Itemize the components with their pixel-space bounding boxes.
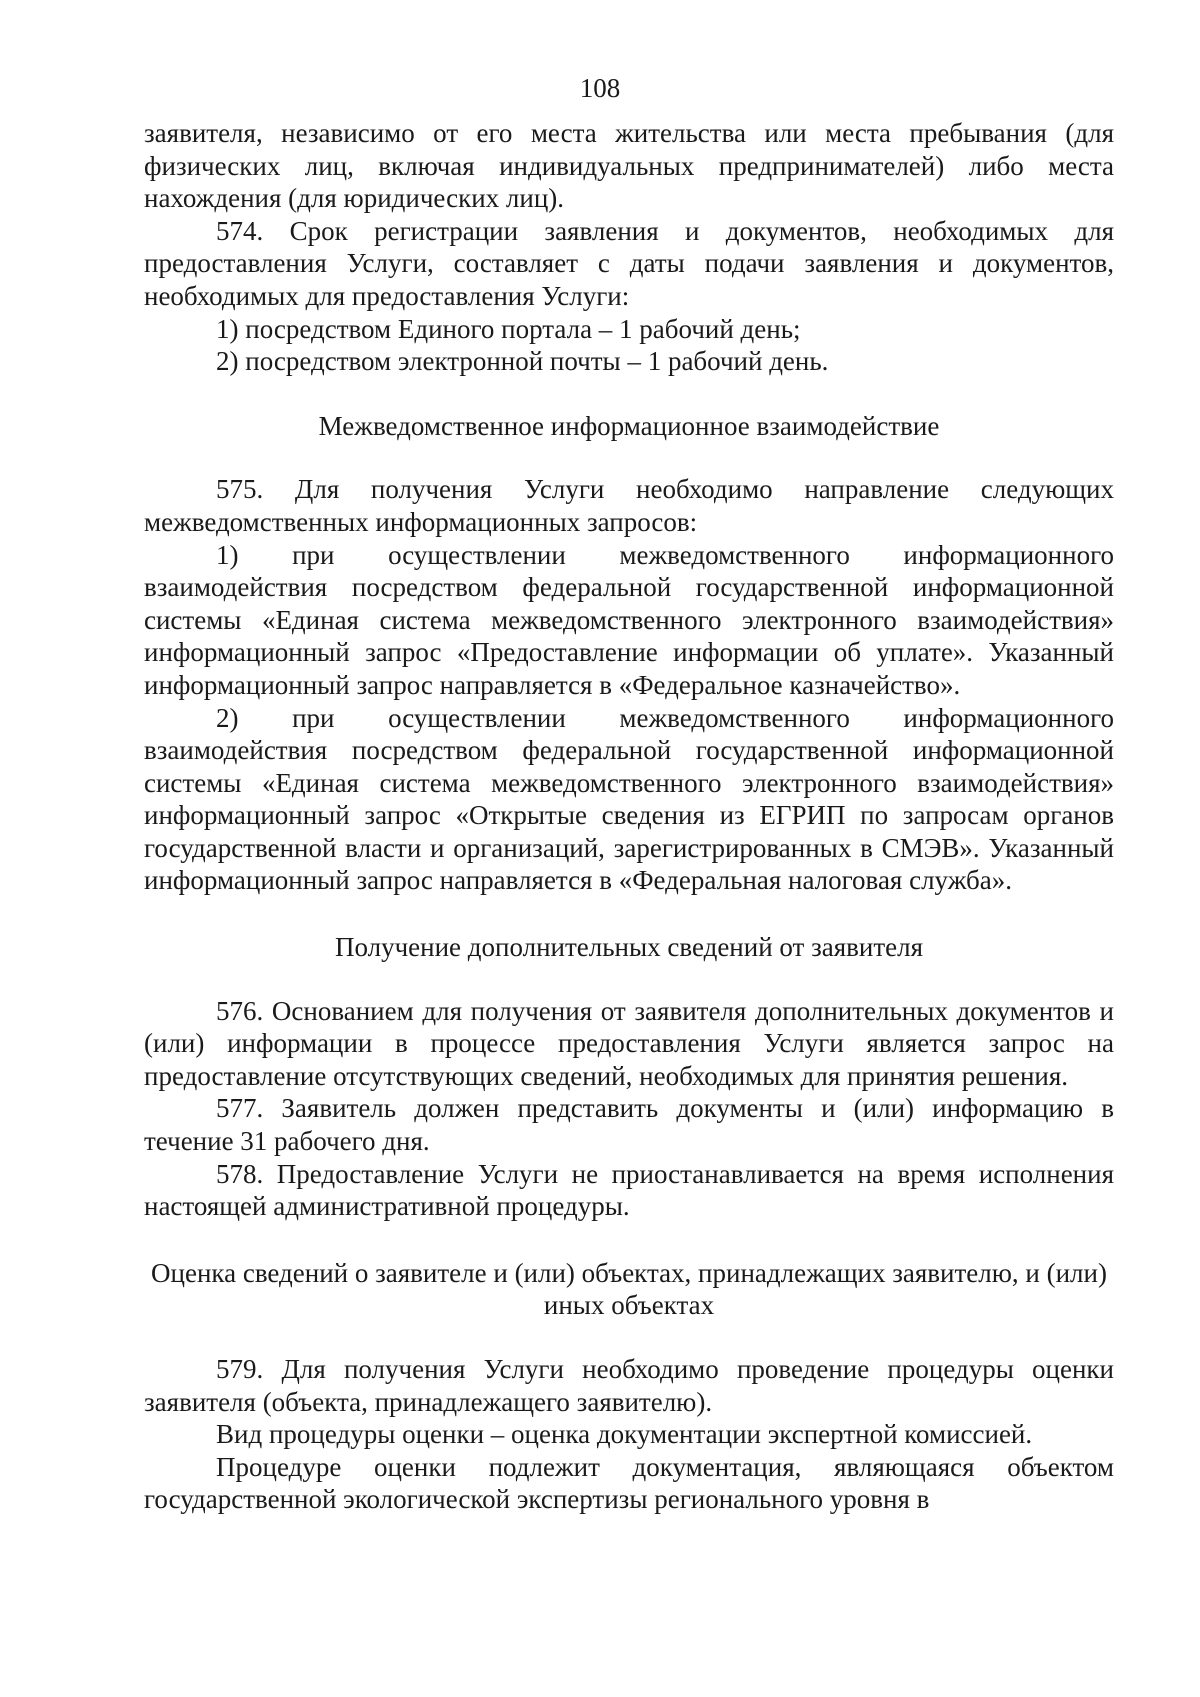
document-body (144, 117, 1114, 1516)
paragraph: Вид процедуры оценки – оценка документации экспертной комиссией. (216, 1419, 1033, 1450)
paragraph: 1) при осуществлении межведомственного информационного взаимодействия посредством федеральной государственной информационной системы «Единая система межведомственного электронного взаимодействия» информационный запрос «Предоставление информации об уплате». Указанный информационный запрос направляется в «Федеральное казначейство». (144, 539, 1114, 700)
paragraph: 578. Предоставление Услуги не приостанавливается на время исполнения настоящей административной процедуры. (144, 1158, 1114, 1222)
list-item: 2) посредством электронной почты – 1 рабочий день. (216, 346, 829, 377)
page-number: 108 (579, 73, 621, 103)
section-heading: Получение дополнительных сведений от заявителя (334, 932, 924, 963)
paragraph: заявителя, независимо от его места жительства или места пребывания (для физических лиц, включая индивидуальных предпринимателей) либо места нахождения (для юридических лиц). (144, 118, 1114, 214)
paragraph: 577. Заявитель должен представить документы и (или) информацию в течение 31 рабочего дня. (144, 1093, 1114, 1157)
paragraph: Процедуре оценки подлежит документация, являющаяся объектом государственной экологической экспертизы регионального уровня в (144, 1451, 1114, 1515)
list-item: 1) посредством Единого портала – 1 рабочий день; (216, 313, 801, 344)
paragraph: 2) при осуществлении межведомственного информационного взаимодействия посредством федеральной государственной информационной системы «Единая система межведомственного электронного взаимодействия» информационный запрос «Открытые сведения из ЕГРИП по запросам органов государственной власти и организаций, зарегистрированных в СМЭВ». Указанный информационный запрос направляется в «Федеральная налоговая служба». (144, 702, 1114, 896)
paragraph: 574. Срок регистрации заявления и документов, необходимых для предоставления Услуги, составляет с даты подачи заявления и документов, необходимых для предоставления Услуги: (144, 215, 1114, 311)
paragraph: 579. Для получения Услуги необходимо проведение процедуры оценки заявителя (объекта, принадлежащего заявителю). (144, 1354, 1114, 1417)
section-heading: Межведомственное информационное взаимодействие (318, 410, 940, 441)
paragraph: 576. Основанием для получения от заявителя дополнительных документов и (или) информации в процессе предоставления Услуги является запрос на предоставление отсутствующих сведений, необходимых для принятия решения. (144, 995, 1114, 1091)
section-heading: Оценка сведений о заявителе и (или) объектах, принадлежащих заявителю, и (или) иных объектах (151, 1257, 1107, 1321)
paragraph: 575. Для получения Услуги необходимо направление следующих межведомственных информационных запросов: (144, 474, 1114, 537)
